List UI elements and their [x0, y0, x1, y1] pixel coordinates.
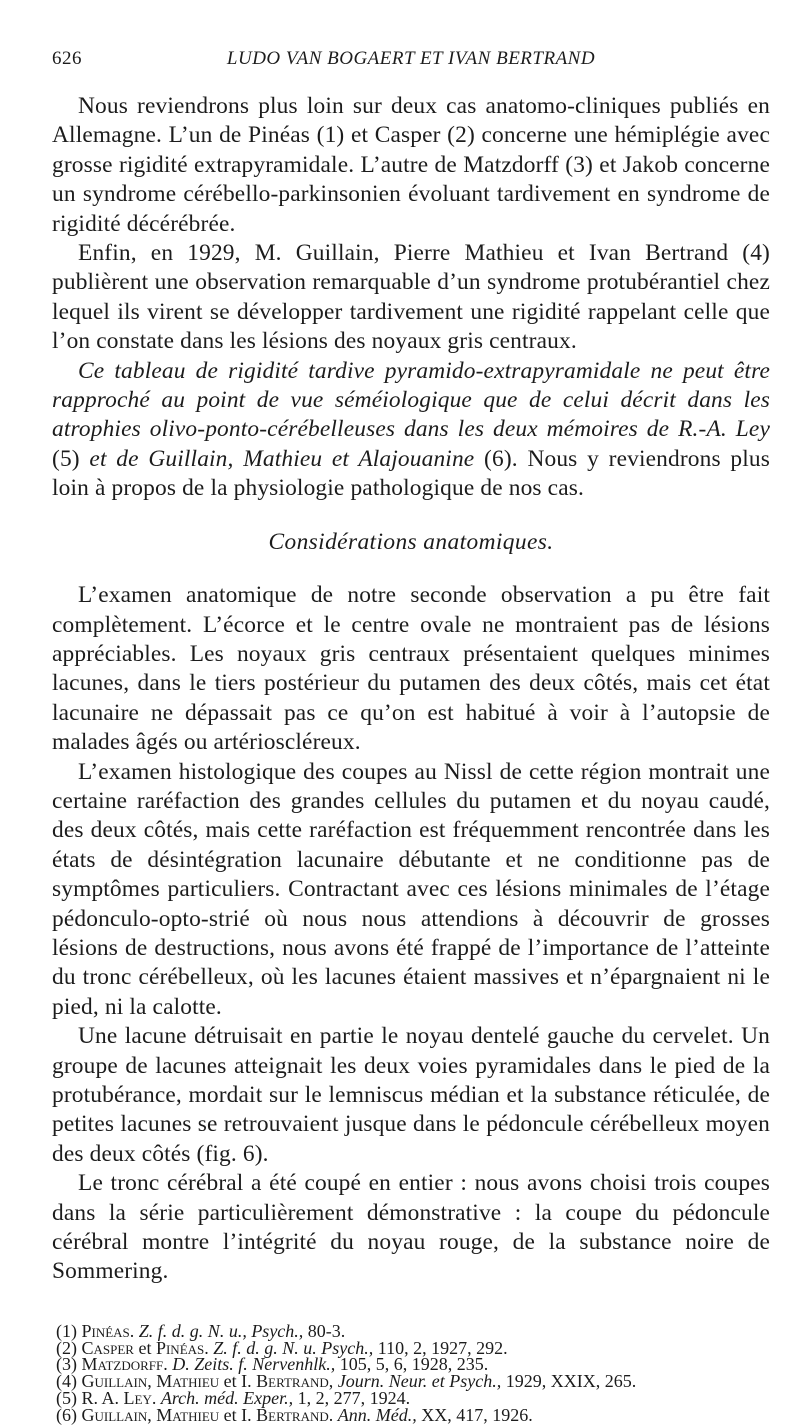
paragraph-6: Une lacune détruisait en partie le noyau dentelé gauche du cervelet. Un groupe de lacunes atteignait les deux voies pyramidales dans le pied de la protubérance, mordait sur le lemniscus médian et la substance réticulée, de petites lacunes se retrouvaient jusque dans le pédoncule cérébelleux moyen des deux côtés (fig. 6). [52, 1023, 770, 1167]
footnote-4: (4) Guillain, Mathieu et I. Bertrand, Journ. Neur. et Psych., 1929, XXIX, 265. [56, 1371, 637, 1392]
paragraph-7: Le tronc cérébral a été coupé en entier : nous avons choisi trois coupes dans la série particulièrement démonstrative : la coupe du pédoncule cérébral montre l’intégrité du noyau rouge, de la substance noire de Sommering. [52, 1170, 770, 1285]
footnote-6: (6) Guillain, Mathieu et I. Bertrand. Ann. Méd., XX, 417, 1926. [56, 1404, 533, 1425]
footnote-5: (5) R. A. Ley. Arch. méd. Exper., 1, 2, 277, 1924. [56, 1388, 411, 1409]
running-title: LUDO VAN BOGAERT ET IVAN BERTRAND [226, 48, 596, 69]
paragraph-5: L’examen histologique des coupes au Nissl de cette région montrait une certaine raréfaction des grandes cellules du putamen et du noyau caudé, des deux côtés, mais cette raréfaction est fréquemment rencontrée dans les états de désintégration lacunaire débutante et ne conditionne pas de symptômes particuliers. Contractant avec ces lésions minimales de l’étage pédonculo-opto-strié où nous nous attendions à découvrir de grosses lésions de destructions, nous avons été frappé de l’importance de l’atteinte du tronc cérébelleux, où les lacunes étaient massives et n’épargnaient ni le pied, ni la calotte. [52, 758, 770, 1020]
paragraph-2: Enfin, en 1929, M. Guillain, Pierre Mathieu et Ivan Bertrand (4) publièrent une observation remarquable d’un syndrome protubérantiel chez lequel ils virent se développer tardivement une rigidité rappelant celle que l’on constate dans les lésions des noyaux gris centraux. [52, 240, 770, 355]
paragraph-3-italic-a: Ce tableau de rigidité tardive pyramido-extrapyramidale ne peut être rapproché au point de vue séméiologique que de celui décrit dans les atrophies olivo-ponto-cérébelleuses dans les deux mémoires de R.-A. Ley [52, 357, 770, 443]
section-heading: Considérations anatomiques. [268, 528, 554, 555]
footnote-1: (1) Pinéas. Z. f. d. g. N. u., Psych., 80-3. [56, 1320, 346, 1341]
paragraph-3-ref: (5) [52, 445, 90, 472]
footnote-2: (2) Casper et Pinéas. Z. f. d. g. N. u. Psych., 110, 2, 1927, 292. [56, 1337, 508, 1358]
page-number: 626 [52, 48, 82, 69]
paragraph-3 [52, 357, 770, 504]
footnotes [52, 1320, 770, 1425]
paragraph-3-italic-b: et de Guillain, Mathieu et Alajouanine [89, 445, 475, 472]
footnote-3: (3) Matzdorff. D. Zeits. f. Nervenhlk., 105, 5, 6, 1928, 235. [56, 1354, 489, 1375]
paragraph-1: Nous reviendrons plus loin sur deux cas anatomo-cliniques publiés en Allemagne. L’un de Pinéas (1) et Casper (2) concerne une hémiplégie avec grosse rigidité extrapyramidale. L’autre de Matzdorff (3) et Jakob concerne un syndrome cérébello-parkinsonien évoluant tardivement en syndrome de rigidité décérébrée. [52, 93, 770, 237]
paragraph-3-rest: (6). Nous y reviendrons plus loin à propos de la physiologie pathologique de nos cas. [52, 445, 770, 502]
page-header [52, 48, 770, 92]
paragraph-4: L’examen anatomique de notre seconde observation a pu être fait complètement. L’écorce et le centre ovale ne montraient pas de lésions appréciables. Les noyaux gris centraux présentaient quelques minimes lacunes, dans le tiers postérieur du putamen des deux côtés, mais cet état lacunaire ne dépassait pas ce qu’on est habitué à voir à l’autopsie de malades âgés ou artérioscléreux. [52, 582, 770, 756]
